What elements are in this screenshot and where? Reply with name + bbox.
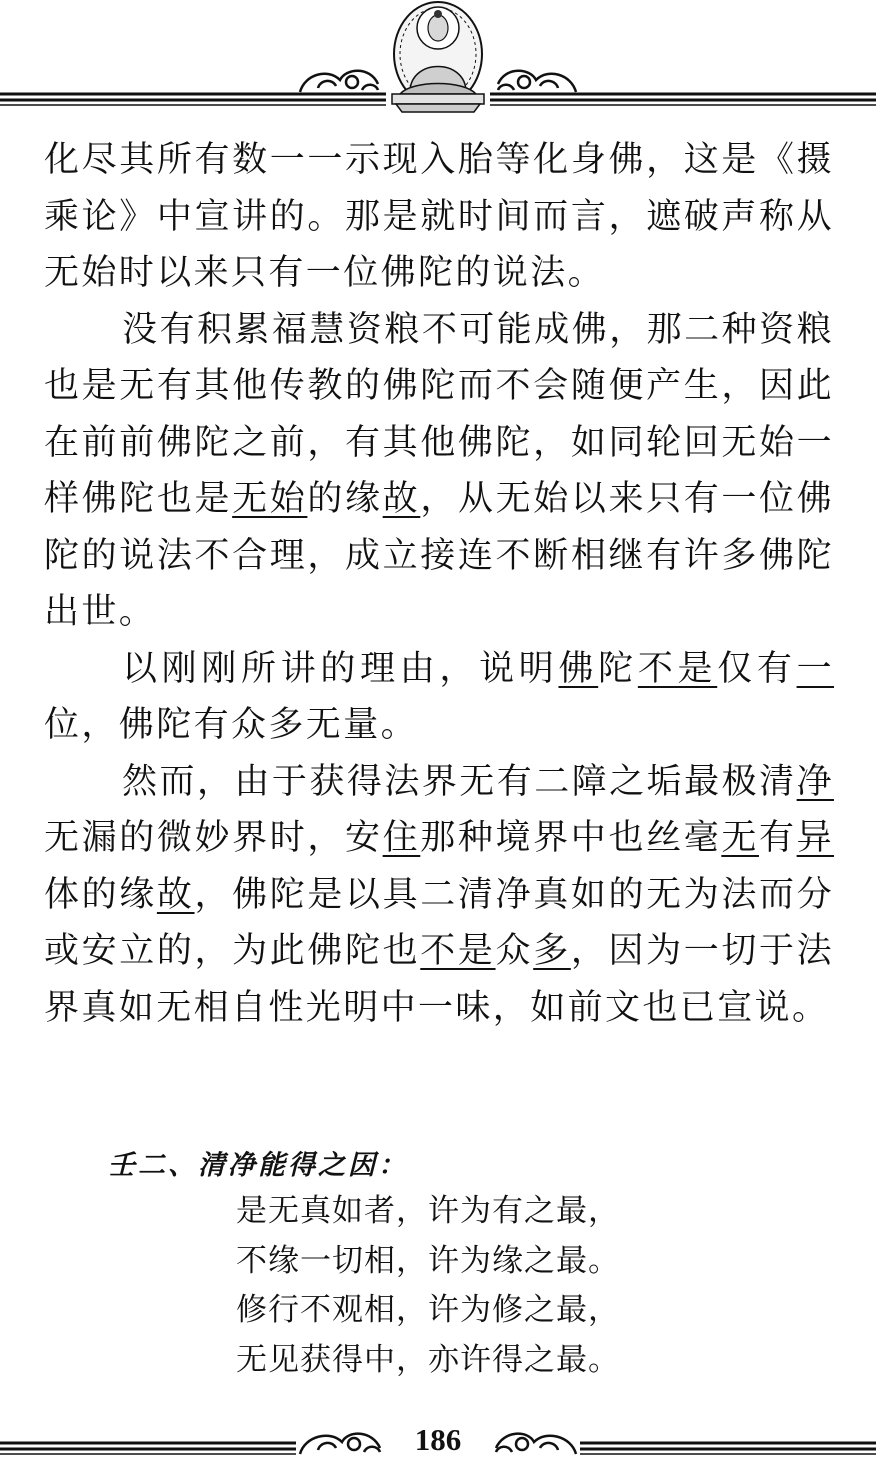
verse-line: 是无真如者，许为有之最， <box>236 1193 620 1228</box>
underlined-text: 多 <box>533 931 571 971</box>
underlined-text: 一 <box>796 648 834 689</box>
cloud-scroll-icon <box>498 71 576 92</box>
paragraph-3 <box>44 641 834 754</box>
underlined-text: 净 <box>796 761 834 802</box>
paragraph-text: 陀 <box>598 648 638 689</box>
paragraph-text: 没有积累福慧资粮不可能成佛，那二种资粮也是无有其他传教的佛陀而不会随便产生，因此在前前佛陀之前，有其他佛陀，如同轮回无始一样佛陀也是 <box>44 309 834 519</box>
underlined-text: 住 <box>382 818 421 858</box>
cloud-scroll-icon <box>300 1434 380 1454</box>
underlined-text: 无始 <box>232 479 308 519</box>
underlined-text: 异 <box>796 818 835 858</box>
paragraph-text: ，佛陀是以具二清净真如的无为法而分或安立的，为此佛陀也 <box>44 874 834 971</box>
paragraph-text: 有 <box>758 818 797 858</box>
paragraph-2 <box>44 302 834 641</box>
paragraph-text: ，因为一切于法界真如无相自性光明中一味，如前文也已宣说。 <box>44 931 834 1028</box>
paragraph-text: 化尽其所有数一一示现入胎等化身佛，这是《摄乘论》中宣讲的。那是就时间而言，遮破声称从无始时以来只有一位佛陀的说法。 <box>44 140 834 293</box>
paragraph-text: 仅有 <box>717 648 797 689</box>
paragraph-text: 位，佛陀有众多无量。 <box>44 705 419 745</box>
underlined-text: 无 <box>721 818 759 858</box>
page-header-ornament <box>0 0 876 115</box>
paragraph-text: ，从无始以来只有一位佛陀的说法不合理，成立接连不断相继有许多佛陀出世。 <box>44 479 834 632</box>
section-heading: 壬二、清净能得之因： <box>108 1150 408 1181</box>
paragraph-text: 那种境界中也丝毫 <box>420 818 722 858</box>
underlined-text: 不是 <box>420 931 496 971</box>
underlined-text: 故 <box>156 874 195 915</box>
body-text <box>44 132 834 1036</box>
verse-line: 不缘一切相，许为缘之最。 <box>236 1242 620 1278</box>
page-number: 186 <box>414 1422 462 1457</box>
verse-line: 无见获得中，亦许得之最。 <box>236 1341 620 1377</box>
paragraph-text: 众 <box>495 931 534 971</box>
underlined-text: 故 <box>382 479 421 519</box>
paragraph-4 <box>44 754 834 1037</box>
paragraph-text: 无漏的微妙界时，安 <box>44 818 383 858</box>
underlined-text: 佛 <box>558 648 599 689</box>
paragraph-1 <box>44 132 834 302</box>
buddha-figure-icon <box>392 2 484 112</box>
underlined-text: 不是 <box>637 648 718 689</box>
paragraph-text: 以刚刚所讲的理由，说明 <box>122 648 559 689</box>
paragraph-text: 的缘 <box>307 479 383 519</box>
paragraph-text: 然而，由于获得法界无有二障之垢最极清 <box>122 761 797 802</box>
verse-block <box>236 1186 620 1384</box>
cloud-scroll-icon <box>496 1434 576 1454</box>
paragraph-text: 体的缘 <box>44 874 157 915</box>
cloud-scroll-icon <box>300 71 378 92</box>
verse-line: 修行不观相，许为修之最， <box>236 1292 620 1327</box>
